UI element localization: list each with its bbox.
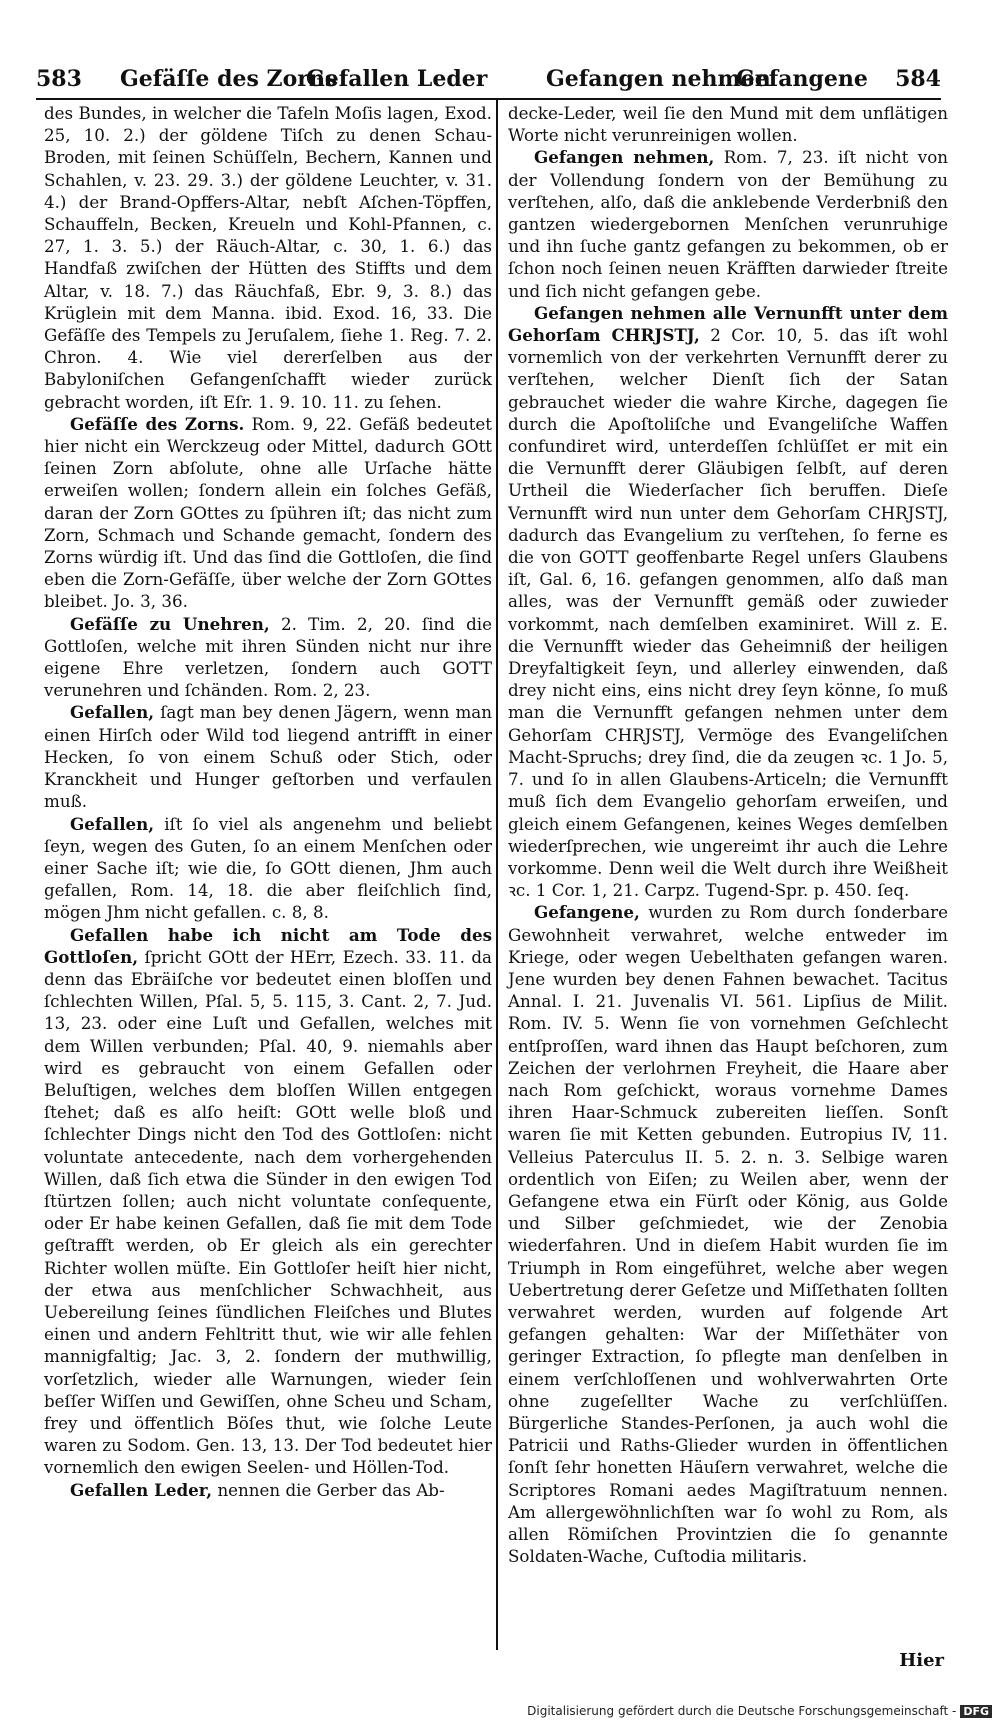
- entry-body: ſagt man bey denen Jägern, wenn man einen Hirſch oder Wild tod liegend antrifft in einer Hecken, ſo von einem Schuß oder Stich, oder Kranckheit und Hunger geſtorben und verfaulen muß.: [44, 702, 492, 812]
- page-number-right: 584: [895, 66, 941, 92]
- dictionary-entry: [44, 102, 492, 413]
- catchword: Hier: [899, 1650, 944, 1671]
- header-keyword-left-2: Gefallen Leder: [306, 66, 488, 92]
- dictionary-entry: [44, 813, 492, 924]
- dictionary-entry: [44, 924, 492, 1479]
- entry-headword: Gefangene,: [534, 902, 640, 923]
- entry-body: nennen die Gerber das Ab-: [217, 1479, 445, 1500]
- entry-body: 2 Cor. 10, 5. das iſt wohl vornemlich von der verkehrten Vernunfft derer zu verſtehen, welcher Dienſt ſich der Satan gebrauchet wieder die wahre Kirche, dagegen ſie durch die Apoſtoliſche und Evangeliſche Waffen confundiret wird, unterdeſſen ſchlüſſet er mit ein die Vernunfft derer Gläubigen ſelbſt, auf deren Urtheil die Wiederſacher ſich beruffen. Dieſe Vernunfft wird nun unter dem Gehorſam CHRJSTJ, dadurch das Evangelium zu verſtehen, ſo ferne es die von GOTT geoffenbarte Regel unſers Glaubens iſt, Gal. 6, 16. gefangen genommen, alſo daß man alles, was der Vernunfft gemäß oder zuwieder vorkommt, nach demſelben examiniret. Will z. E. die Vernunfft wieder das Geheimniß der heiligen Dreyfaltigkeit ſeyn, und allerley einwenden, daß drey nicht eins, eins nicht drey ſeyn könne, ſo muß man die Vernunfft gefangen nehmen unter dem Gehorſam CHRJSTJ, Vermöge des Evangeliſchen Macht-Spruchs; drey ſind, die da zeugen ꝛc. 1 Jo. 5, 7. und ſo in allen Glaubens-Articeln; die Vernunfft muß ſich dem Evangelio gehorſam erweiſen, und gleich einem Gefangenen, keines Weges demſelben wiederſprechen, wie ungereimt ihr auch die Lehre vorkomme. Denn weil die Welt durch ihre Weißheit ꝛc. 1 Cor. 1, 21. Carpz. Tugend-Spr. p. 450. ſeq.: [508, 325, 948, 901]
- dictionary-entry: [508, 102, 948, 146]
- dfg-logo: DFG: [960, 1705, 992, 1718]
- header-keyword-left-1: Gefäſſe des Zorns: [120, 66, 338, 92]
- dictionary-entry: [508, 302, 948, 901]
- entry-headword: Gefangen nehmen,: [534, 147, 715, 168]
- column-divider: [496, 100, 498, 1650]
- dictionary-entry: [44, 613, 492, 702]
- left-column: [44, 102, 492, 1501]
- entry-body: decke-Leder, weil ſie den Mund mit dem unflätigen Worte nicht verunreinigen wollen.: [508, 103, 948, 146]
- dictionary-entry: [44, 701, 492, 812]
- entry-body: Rom. 7, 23. iſt nicht von der Vollendung ſondern von der Bemühung zu verſtehen, alſo, daß die anklebende Verderbniß den gantzen wiedergebornen Menſchen verunruhige und ihn ſuche gantz gefangen zu bekommen, ob er ſchon noch ſeinen neuen Kräfften darwieder ſtreite und ſich nicht gefangen gebe.: [508, 147, 948, 301]
- dictionary-entry: [508, 146, 948, 301]
- entry-body: iſt ſo viel als angenehm und beliebt ſeyn, wegen des Guten, ſo an einem Menſchen oder einer Sache iſt; wie die, ſo GOtt dienen, Jhm auch gefallen, Rom. 14, 18. die aber fleiſchlich ſind, mögen Jhm nicht gefallen. c. 8, 8.: [44, 813, 492, 923]
- right-column: [508, 102, 948, 1567]
- entry-body: ſpricht GOtt der HErr, Ezech. 33. 11. da denn das Ebräiſche vor bedeutet einen bloſſen und ſchlechten Willen, Pſal. 5, 5. 115, 3. Cant. 2, 7. Jud. 13, 23. oder eine Luſt und Gefallen, welches mit dem Willen verbunden; Pſal. 40, 9. niemahls aber wird es gebraucht von einem Gefallen oder Beluſtigen, welches dem bloſſen Willen entgegen ſtehet; daß es alſo heiſt: GOtt welle bloß und ſchlechter Dings nicht den Tod des Gottloſen: nicht voluntate antecedente, nach dem vorhergehenden Willen, daß ſich etwa die Sünder in den ewigen Tod ſtürtzen ſollen; auch nicht voluntate conſequente, oder Er habe keinen Gefallen, daß ſie mit dem Tode geſtrafft werden, ob Er gleich als ein gerechter Richter wollen müſte. Ein Gottloſer heiſt hier nicht, der etwa aus menſchlicher Schwachheit, aus Uebereilung ſeines ſündlichen Fleiſches und Blutes einen und andern Fehltritt thut, wie wir alle fehlen mannigfaltig; Jac. 3, 2. ſondern der muthwillig, vorſetzlich, wieder alle Warnungen, wieder ſein beſſer Wiſſen und Gewiſſen, ohne Scheu und Scham, frey und öffentlich Böſes thut, wie ſolche Leute waren zu Sodom. Gen. 13, 13. Der Tod bedeutet hier vornemlich den ewigen Seelen- und Höllen-Tod.: [44, 946, 492, 1478]
- entry-headword: Gefallen,: [70, 813, 155, 834]
- entry-headword: Gefäſſe des Zorns.: [70, 413, 245, 434]
- entry-headword: Gefallen Leder,: [70, 1479, 213, 1500]
- entry-body: Rom. 9, 22. Gefäß bedeutet hier nicht ein Werckzeug oder Mittel, dadurch GOtt ſeinen Zorn abſolute, ohne alle Urſache hätte erweiſen wollen; ſondern allein ein ſolches Gefäß, daran der Zorn GOttes zu ſpühren iſt; das nicht zum Zorn, Schmach und Schande gemacht, ſondern des Zorns würdig iſt. Und das ſind die Gottloſen, die ſind eben die Zorn-Gefäſſe, über welche der Zorn GOttes bleibet. Jo. 3, 36.: [44, 413, 492, 612]
- entry-headword: Gefallen habe ich nicht am Tode des Gottloſen,: [44, 924, 492, 967]
- header-keyword-right-1: Gefangen nehmen: [546, 66, 771, 92]
- entry-body: wurden zu Rom durch ſonderbare Gewohnheit verwahret, welche entweder im Kriege, oder wegen Uebelthaten gefangen waren. Jene wurden bey denen Fahnen bewachet. Tacitus Annal. I. 21. Juvenalis VI. 561. Lipſius de Milit. Rom. IV. 5. Wenn ſie von vornehmen Geſchlecht entſproſſen, ward ihnen das Haupt beſchoren, zum Zeichen der verlohrnen Freyheit, die Haare aber nach Rom geſchickt, woraus vornehme Dames ihren Haar-Schmuck zubereiten lieſſen. Sonſt waren ſie mit Ketten gebunden. Eutropius IV, 11. Velleius Paterculus II. 5. 2. n. 3. Selbige waren ordentlich von Eiſen; zu Weilen aber, wenn der Gefangene etwa ein Fürſt oder König, aus Golde und Silber geſchmiedet, wie der Zenobia wiederfahren. Und in dieſem Habit wurden ſie im Triumph in Rom eingeführet, welche aber wegen Uebertretung derer Geſetze und Miſſethaten ſollten verwahret werden, wurden auf folgende Art gefangen gehalten: War der Miſſethäter von geringer Extraction, ſo pflegte man denſelben in einem verſchloſſenen und wohlverwahrten Orte ohne zugeſellter Wache zu verſchlüſſen. Bürgerliche Standes-Perſonen, ja auch wohl die Patricii und Raths-Glieder wurden in öffentlichen ſonſt ſehr honetten Häuſern verwahret, welche die Scriptores Romani aedes Magiſtratuum nennen. Am allergewöhnlichſten war ſo wohl zu Rom, als allen Römiſchen Provintzien die ſo genannte Soldaten-Wache, Cuſtodia militaris.: [508, 902, 948, 1567]
- entry-body: 2. Tim. 2, 20. ſind die Gottloſen, welche mit ihren Sünden nicht nur ihre eigene Ehre verletzen, ſondern auch GOTT verunehren und ſchänden. Rom. 2, 23.: [44, 613, 493, 701]
- dictionary-entry: [44, 413, 492, 613]
- footer-text: Digitalisierung gefördert durch die Deutsche Forschungsgemeinschaft -: [527, 1704, 957, 1718]
- dictionary-entry: [508, 901, 948, 1567]
- entry-body: des Bundes, in welcher die Tafeln Moſis lagen, Exod. 25, 10. 2.) der göldene Tiſch zu denen Schau-Broden, mit ſeinen Schüſſeln, Bechern, Kannen und Schahlen, v. 23. 29. 3.) der göldene Leuchter, v. 31. 4.) der Brand-Opffers-Altar, nebſt Aſchen-Töpffen, Schauffeln, Becken, Kreueln und Kohl-Pfannen, c. 27, 1. 3. 5.) der Räuch-Altar, c. 30, 1. 6.) das Handfaß zwiſchen der Hütten des Stiffts und dem Altar, v. 18. 7.) das Räuchfaß, Ebr. 9, 3. 8.) das Krüglein mit dem Manna. ibid. Exod. 16, 33. Die Gefäſſe des Tempels zu Jeruſalem, ſiehe 1. Reg. 7. 2. Chron. 4. Wie viel dererſelben aus der Babyloniſchen Gefangenſchafft wieder zurück gebracht worden, iſt Eſr. 1. 9. 10. 11. zu ſehen.: [44, 103, 492, 412]
- entry-headword: Gefäſſe zu Unehren,: [70, 613, 270, 634]
- header-keyword-right-2: Gefangene: [736, 66, 868, 92]
- dictionary-entry: [44, 1479, 492, 1501]
- digitization-footer: [527, 1704, 992, 1718]
- entry-headword: Gefallen,: [70, 702, 155, 723]
- page-number-left: 583: [36, 66, 82, 92]
- running-header: [36, 62, 941, 100]
- entry-headword: Gefangen nehmen alle Vernunfft unter dem Gehorſam CHRJSTJ,: [508, 302, 948, 346]
